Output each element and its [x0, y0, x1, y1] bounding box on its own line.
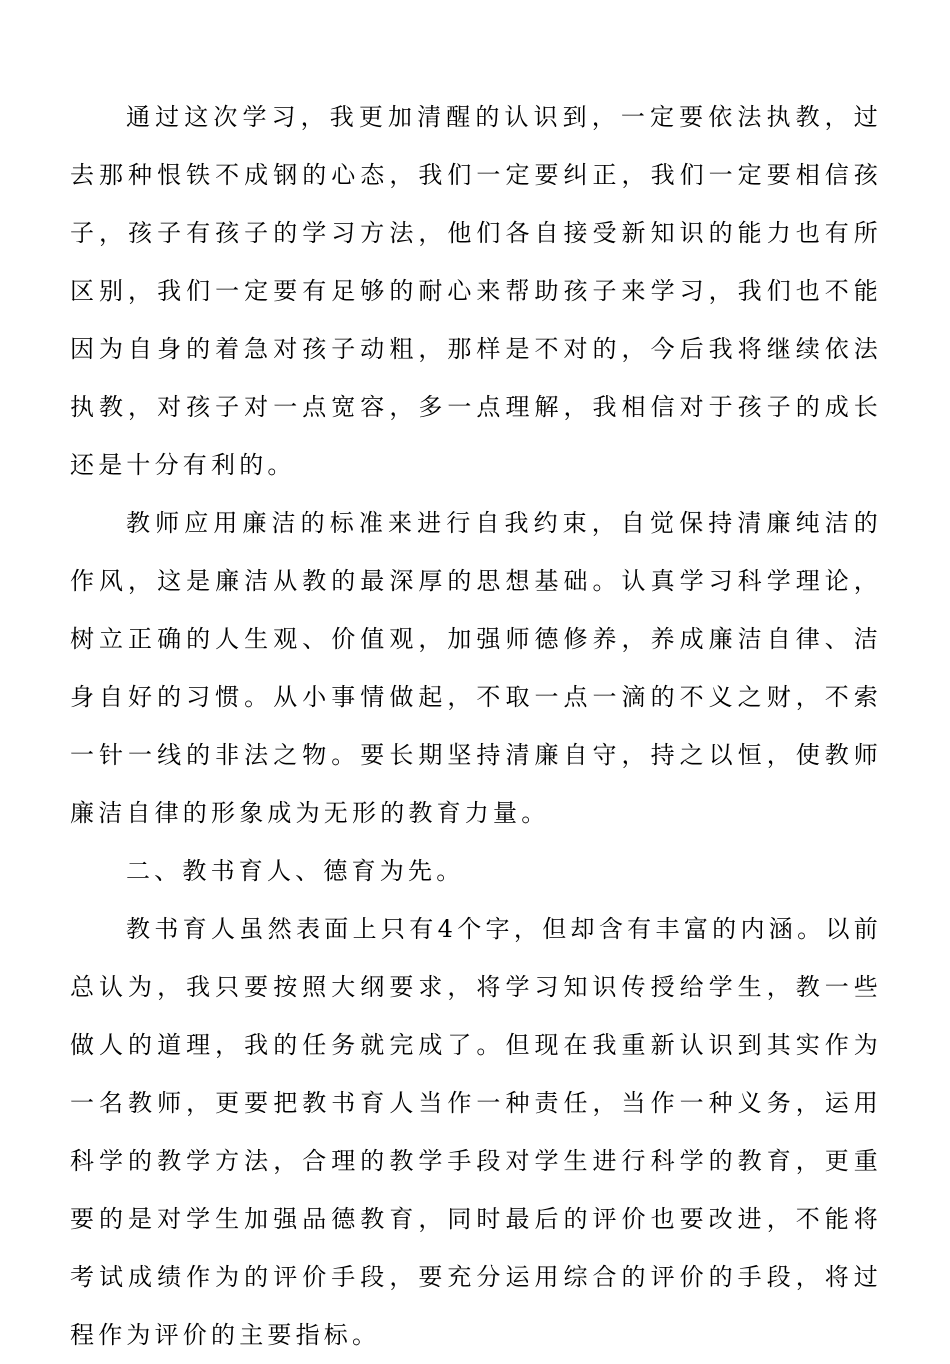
paragraph-teaching-and-educating: 教书育人虽然表面上只有4个字，但却含有丰富的内涵。以前总认为，我只要按照大纲要求，将学习知识传授给学生，教一些做人的道理，我的任务就完成了。但现在我重新认识到其实作为一名教师，更要把教书育人当作一种责任，当作一种义务，运用科学的教学方法，合理的教学手段对学生进行科学的教育，更重要的是对学生加强品德教育，同时最后的评价也要改进，不能将考试成绩作为的评价手段，要充分运用综合的评价的手段，将过程作为评价的主要指标。	[70, 915, 882, 1349]
section-heading-teaching-and-moral-education: 二、教书育人、德育为先。	[126, 857, 465, 885]
paragraph-law-based-teaching: 通过这次学习，我更加清醒的认识到，一定要依法执教，过去那种恨铁不成钢的心态，我们一定要纠正，我们一定要相信孩子，孩子有孩子的学习方法，他们各自接受新知识的能力也有所区别，我们一定要有足够的耐心来帮助孩子来学习，我们也不能因为自身的着急对孩子动粗，那样是不对的，今后我将继续依法执教，对孩子对一点宽容，多一点理解，我相信对于孩子的成长还是十分有利的。	[70, 103, 882, 479]
document-body	[70, 88, 882, 1364]
paragraph-integrity: 教师应用廉洁的标准来进行自我约束，自觉保持清廉纯洁的作风，这是廉洁从教的最深厚的思想基础。认真学习科学理论，树立正确的人生观、价值观，加强师德修养，养成廉洁自律、洁身自好的习惯。从小事情做起，不取一点一滴的不义之财，不索一针一线的非法之物。要长期坚持清廉自守，持之以恒，使教师廉洁自律的形象成为无形的教育力量。	[70, 509, 882, 827]
